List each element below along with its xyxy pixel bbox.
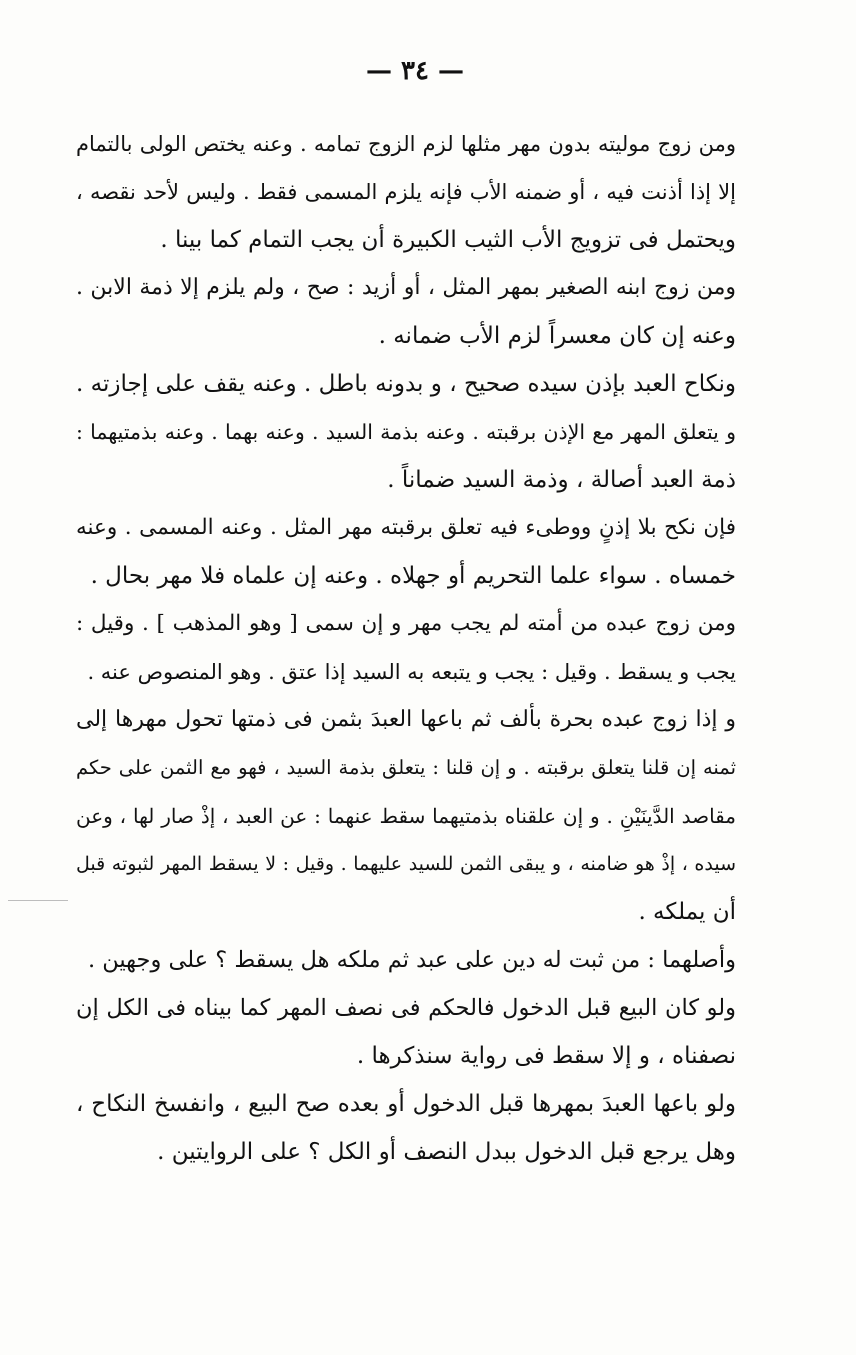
text-line: وأصلهما : من ثبت له دين على عبد ثم ملكه هل يسقط ؟ على وجهين .	[87, 947, 736, 973]
text-line: و إذا زوج عبده بحرة بألف ثم باعها العبدَ بثمن فى ذمتها تحول مهرها إلى	[76, 707, 736, 732]
paragraph	[76, 984, 736, 1080]
text-line: يجب و يسقط . وقيل : يجب و يتبعه به السيد إذا عتق . وهو المنصوص عنه .	[87, 660, 736, 684]
page-number: — ٣٤ —	[365, 56, 465, 86]
page-body	[76, 120, 736, 1176]
scan-artifact-line	[8, 900, 68, 901]
paragraph	[76, 1080, 736, 1176]
paragraph	[76, 120, 736, 264]
paragraph	[76, 504, 736, 600]
paragraph	[76, 360, 736, 504]
text-line: خمساه . سواء علما التحريم أو جهلاه . وعنه إن علماه فلا مهر بحال .	[90, 563, 736, 589]
text-line: ومن زوج عبده من أمته لم يجب مهر و إن سمى [ وهو المذهب ] . وقيل :	[76, 611, 736, 636]
paragraph	[76, 696, 736, 936]
text-line: ونكاح العبد بإذن سيده صحيح ، و بدونه باطل . وعنه يقف على إجازته .	[76, 371, 736, 397]
text-line: ومن زوج ابنه الصغير بمهر المثل ، أو أزيد : صح ، ولم يلزم إلا ذمة الابن .	[76, 275, 736, 300]
text-line: ذمة العبد أصالة ، وذمة السيد ضماناً .	[387, 467, 736, 493]
text-line: مقاصد الدَّينَيْنِ . و إن علقناه بذمتيهما سقط عنهما : عن العبد ، إذْ صار لها ، وعن	[76, 804, 736, 828]
text-line: ولو باعها العبدَ بمهرها قبل الدخول أو بعده صح البيع ، وانفسخ النكاح ،	[76, 1091, 736, 1117]
text-line: ويحتمل فى تزويج الأب الثيب الكبيرة أن يجب التمام كما بينا .	[160, 227, 736, 253]
text-line: ومن زوج موليته بدون مهر مثلها لزم الزوج تمامه . وعنه يختص الولى بالتمام	[76, 132, 736, 156]
text-line: فإن نكح بلا إذنٍ ووطىء فيه تعلق برقبته مهر المثل . وعنه المسمى . وعنه	[76, 515, 736, 540]
text-line: ثمنه إن قلنا يتعلق برقبته . و إن قلنا : يتعلق بذمة السيد ، فهو مع الثمن على حكم	[76, 756, 736, 779]
paragraph	[76, 600, 736, 696]
text-line: إلا إذا أذنت فيه ، أو ضمنه الأب فإنه يلزم المسمى فقط . وليس لأحد نقصه ،	[76, 180, 736, 204]
text-line: و يتعلق المهر مع الإذن برقبته . وعنه بذمة السيد . وعنه بهما . وعنه بذمتيهما :	[76, 420, 736, 444]
paragraph	[76, 936, 736, 984]
text-line: وعنه إن كان معسراً لزم الأب ضمانه .	[378, 323, 736, 349]
text-line: نصفناه ، و إلا سقط فى رواية سنذكرها .	[356, 1043, 736, 1069]
text-line: سيده ، إذْ هو ضامنه ، و يبقى الثمن للسيد عليهما . وقيل : لا يسقط المهر لثبوته قبل	[76, 853, 736, 875]
text-line: وهل يرجع قبل الدخول ببدل النصف أو الكل ؟ على الروايتين .	[157, 1139, 736, 1165]
paragraph	[76, 264, 736, 360]
text-line: أن يملكه .	[638, 899, 736, 925]
text-line: ولو كان البيع قبل الدخول فالحكم فى نصف المهر كما بيناه فى الكل إن	[76, 995, 736, 1021]
